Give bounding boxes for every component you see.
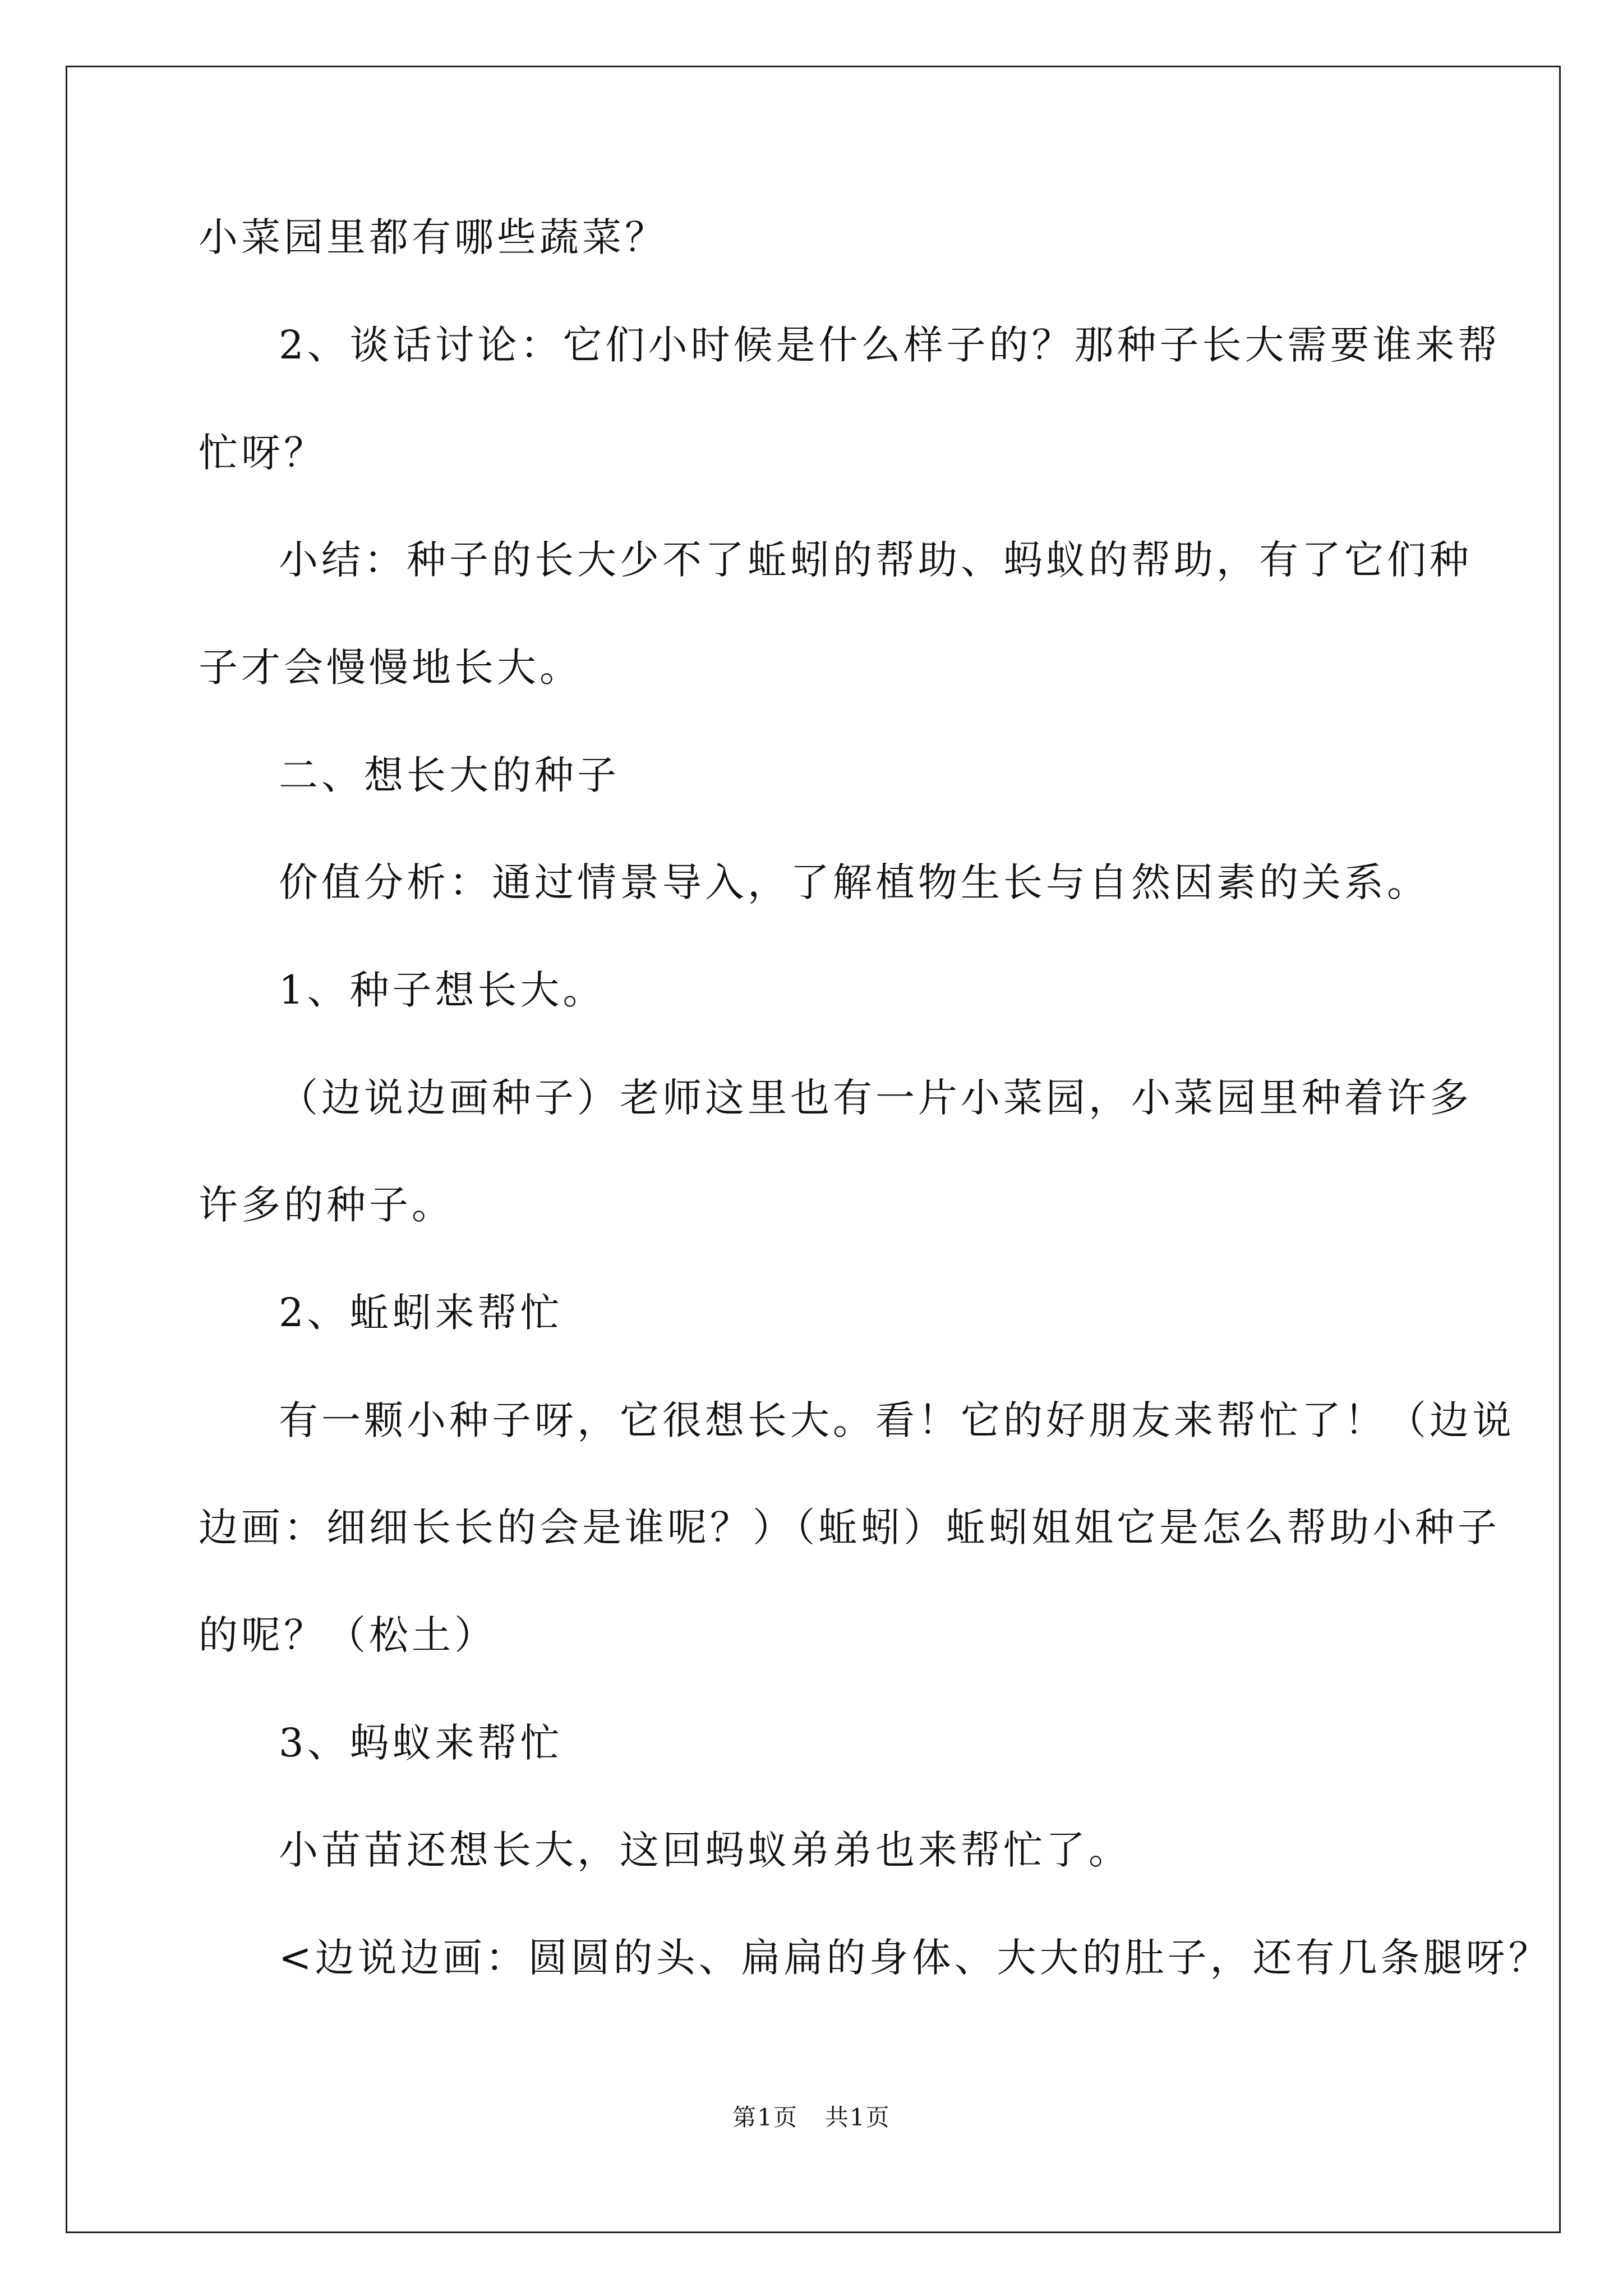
text-line: 有一颗小种子呀，它很想长大。看！它的好朋友来帮忙了！（边说 (279, 1397, 1515, 1443)
text-line: 2、谈话讨论：它们小时候是什么样子的？那种子长大需要谁来帮 (279, 322, 1501, 368)
text-line: 的呢？（松土） (199, 1612, 497, 1658)
text-line: 小菜园里都有哪些蔬菜？ (199, 214, 667, 260)
page-total: 共1页 (825, 2104, 891, 2131)
text-line: （边说边画种子）老师这里也有一片小菜园，小菜园里种着许多 (279, 1075, 1472, 1121)
page-footer (0, 2101, 1623, 2134)
text-line: 小苗苗还想长大，这回蚂蚁弟弟也来帮忙了。 (279, 1827, 1131, 1873)
text-line: 1、种子想长大。 (279, 967, 606, 1013)
text-line: 子才会慢慢地长大。 (199, 645, 582, 691)
text-line: <边说边画：圆圆的头、扁扁的身体、大大的肚子，还有几条腿呀？ (279, 1935, 1551, 1981)
section-heading: 二、想长大的种子 (279, 752, 620, 798)
text-line: 边画：细细长长的会是谁呢？）（蚯蚓）蚯蚓姐姐它是怎么帮助小种子 (199, 1504, 1500, 1550)
text-line: 3、蚂蚁来帮忙 (279, 1720, 563, 1766)
text-line: 2、蚯蚓来帮忙 (279, 1290, 563, 1336)
page-number: 第1页 (732, 2104, 798, 2131)
text-line: 小结：种子的长大少不了蚯蚓的帮助、蚂蚁的帮助，有了它们种 (279, 537, 1472, 583)
text-line: 许多的种子。 (199, 1182, 454, 1228)
text-line: 价值分析：通过情景导入，了解植物生长与自然因素的关系。 (279, 859, 1430, 905)
page-border (66, 66, 1561, 2233)
text-line: 忙呀？ (199, 430, 326, 476)
